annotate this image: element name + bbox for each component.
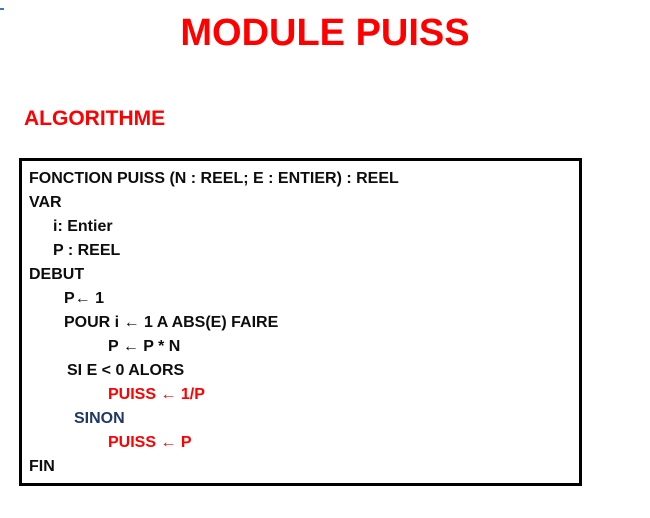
code-line-decl-i: i: Entier xyxy=(53,218,113,235)
code-line-debut: DEBUT xyxy=(29,266,85,283)
algorithm-box xyxy=(19,158,582,486)
code-line-sinon: SINON xyxy=(74,410,125,427)
code-line-var: VAR xyxy=(29,194,62,211)
code-line-puiss-p: PUISS ← P xyxy=(108,434,192,451)
code-line-pour: POUR i ← 1 A ABS(E) FAIRE xyxy=(64,314,279,331)
code-line-function-header: FONCTION PUISS (N : REEL; E : ENTIER) : REEL xyxy=(29,170,399,187)
code-line-init-p: P← 1 xyxy=(64,290,105,307)
code-line-decl-p: P : REEL xyxy=(53,242,121,259)
page-title: MODULE PUISS xyxy=(180,12,470,54)
code-line-si: SI E < 0 ALORS xyxy=(67,362,185,379)
code-line-multiply: P ← P * N xyxy=(108,338,181,355)
code-line-puiss-inverse: PUISS ← 1/P xyxy=(108,386,205,403)
code-line-fin: FIN xyxy=(29,458,55,475)
section-heading: ALGORITHME xyxy=(24,107,166,130)
